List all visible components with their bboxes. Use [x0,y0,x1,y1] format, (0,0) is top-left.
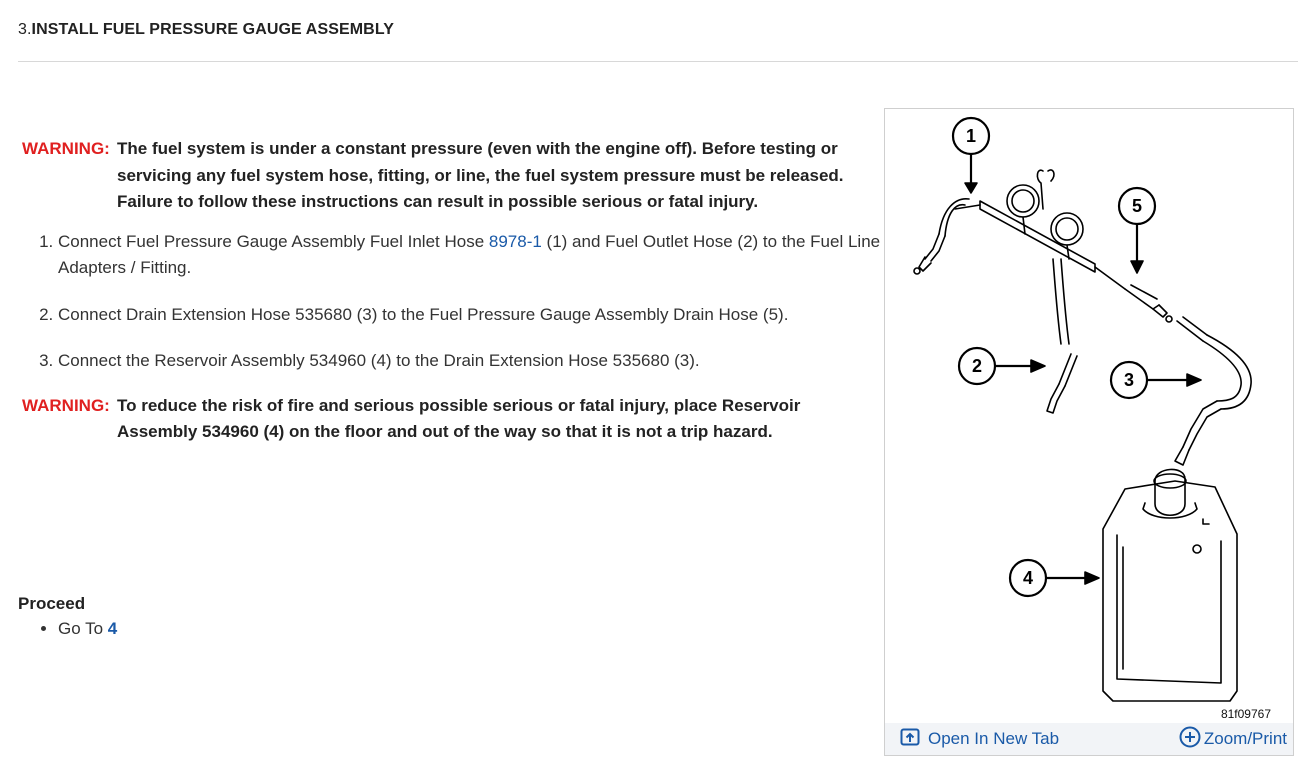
open-new-tab-icon [900,728,920,751]
step-1-text-pre: Connect Fuel Pressure Gauge Assembly Fuel Inlet Hose [58,231,489,251]
steps-list [22,229,882,375]
reservoir-bottle [1103,469,1237,701]
step-1-text-post: (1) and Fuel Outlet Hose (2) to the Fuel Line Adapters / Fitting. [58,231,881,277]
zoom-plus-icon [1179,726,1201,753]
step-item-3 [58,348,882,375]
step-item-2 [58,302,882,329]
figure-code: 81f09767 [1220,707,1271,721]
warning-label: WARNING: [22,139,110,158]
warning-text: To reduce the risk of fire and serious possible serious or fatal injury, place Reservoir Assembly 534960 (4) on the floor and out of the way so that it is not a trip hazard. [117,395,801,441]
callout-5-number: 5 [1131,196,1143,216]
figure-panel [884,108,1294,756]
goto-step-link[interactable]: 4 [107,619,118,638]
zoom-print-label: Zoom/Print [1203,729,1287,748]
warning-block-2 [22,393,882,446]
tool-link-8978-1[interactable]: 8978-1 [488,231,542,251]
title-divider [18,61,1298,62]
open-in-new-tab-label: Open In New Tab [928,729,1060,748]
drain-extension-hose [1175,317,1251,465]
goto-text: Go To [58,619,108,638]
proceed-label: Proceed [18,594,86,613]
open-in-new-tab-button[interactable] [900,728,1059,751]
step-title-text: INSTALL FUEL PRESSURE GAUGE ASSEMBLY [31,21,395,38]
warning-block-1 [22,136,882,216]
callout-2-number: 2 [971,356,983,376]
fuel-gauge-illustration [885,109,1293,721]
proceed-item [58,619,117,639]
callout-3-number: 3 [1123,370,1135,390]
outlet-hose-piece [1047,354,1077,413]
inlet-hose [914,199,969,274]
step-item-1 [58,229,882,282]
callout-1-number: 1 [965,126,977,146]
proceed-list [18,619,117,639]
step-2-text: Connect Drain Extension Hose 535680 (3) to the Fuel Pressure Gauge Assembly Drain Hose (5). [58,304,789,324]
callout-4-number: 4 [1022,568,1034,588]
drain-hose-5 [1095,267,1172,322]
outlet-hose-manifold [1053,259,1069,344]
step-number: 3. [18,21,32,38]
warning-text: The fuel system is under a constant pressure (even with the engine off). Before testing or servicing any fuel system hose, fitting, or line, the fuel system pressure must be released. Failure to follow these instructions can result in possible serious or fatal injury. [117,139,844,211]
warning-label: WARNING: [22,395,110,415]
step-3-text: Connect the Reservoir Assembly 534960 (4) to the Drain Extension Hose 535680 (3). [58,351,700,370]
step-title [18,21,394,39]
zoom-print-button[interactable] [1179,726,1287,753]
figure-toolbar [885,723,1293,755]
procedure-content [22,136,882,446]
